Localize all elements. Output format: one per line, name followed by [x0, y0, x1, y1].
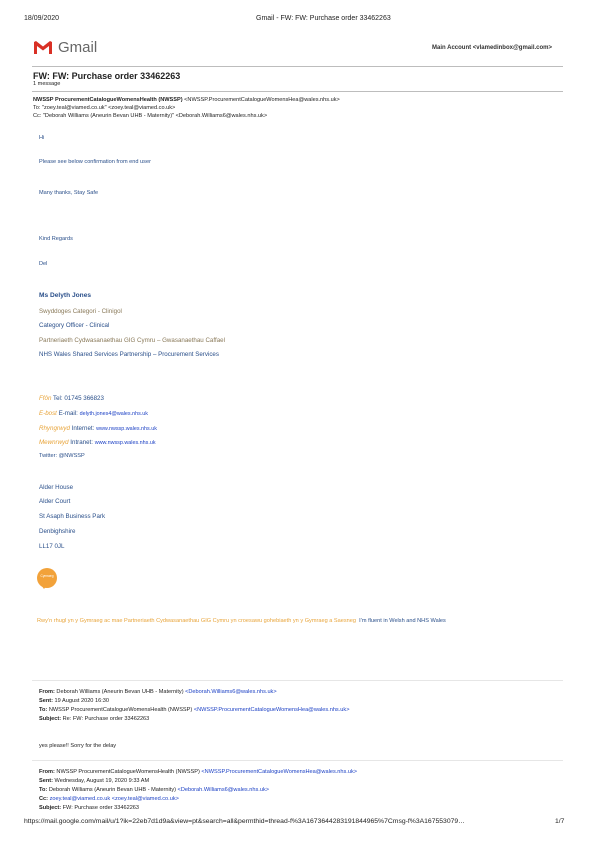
- cc-email-bracket[interactable]: <zoey.teal@viamed.co.uk>: [110, 796, 179, 802]
- divider: [32, 91, 563, 92]
- print-url: https://mail.google.com/mail/u/1?ik=22eb7d1d9a&view=pt&search=all&permthid=thread-f%3A1673644283191844965%7Cmsg-f%3A167553079…: [24, 818, 465, 825]
- badge-text: Cymraeg: [40, 574, 54, 578]
- fwd2-cc: [39, 796, 179, 804]
- greeting: Hi: [39, 135, 45, 141]
- email-welsh-label: E-bost: [39, 410, 57, 417]
- cc-email-link[interactable]: zoey.teal@viamed.co.uk: [49, 796, 111, 802]
- signature-intranet: [39, 439, 156, 446]
- address-line: Alder House: [39, 484, 74, 491]
- to-label: To:: [39, 787, 48, 793]
- print-title: Gmail - FW: FW: Purchase order 33462263: [256, 15, 391, 22]
- account-label: Main Account <vlamedinbox@gmail.com>: [432, 45, 552, 51]
- address-line: Denbighshire: [39, 528, 76, 535]
- subject-label: Subject:: [39, 716, 62, 722]
- address-line: Alder Court: [39, 498, 71, 505]
- sent-value: 19 August 2020 16:30: [52, 698, 109, 704]
- intranet-label: Intranet:: [68, 439, 95, 446]
- internet-welsh-label: Rhyngrwyd: [39, 425, 70, 432]
- from-email-link[interactable]: <NWSSP.ProcurementCatalogueWomensHea@wales.nhs.uk>: [201, 769, 358, 775]
- from-email-link[interactable]: <Deborah.Williams6@wales.nhs.uk>: [185, 689, 277, 695]
- from-label: From:: [39, 769, 55, 775]
- signature-internet: [39, 425, 157, 432]
- to-email-link[interactable]: <Deborah.Williams6@wales.nhs.uk>: [177, 787, 270, 793]
- divider: [32, 66, 563, 67]
- signature-name: Ms Delyth Jones: [39, 292, 92, 299]
- gmail-logo-icon: [33, 40, 53, 55]
- internet-label: Internet:: [69, 425, 97, 432]
- from-name: Deborah Williams (Aneurin Bevan UHB - Maternity): [54, 689, 186, 695]
- sent-label: Sent:: [39, 778, 53, 784]
- subject-value: Re: FW: Purchase order 33462263: [61, 716, 150, 722]
- email-label: E-mail:: [56, 410, 80, 417]
- cc-label: Cc:: [39, 796, 49, 802]
- language-welsh: Rwy’n rhugl yn y Gymraeg ac mae Partneriaeth Cydwasanaethau GIG Cymru yn croesawu gohebiaeth yn y Gymraeg a Saesneg: [37, 618, 356, 624]
- phone-label: Tel:: [51, 395, 65, 402]
- language-statement: [37, 618, 446, 624]
- sent-value: Wednesday, August 19, 2020 9:33 AM: [52, 778, 150, 784]
- signature-org-welsh: Partneriaeth Cydwasanaethau GIG Cymru – Gwasanaethau Caffael: [39, 337, 225, 344]
- message-cc: Cc: "Deborah Williams (Aneurin Bevan UHB - Maternity)" <Deborah.Williams6@wales.nhs.uk>: [33, 113, 268, 119]
- signature-role-english: Category Officer - Clinical: [39, 322, 110, 329]
- fwd1-sent: [39, 698, 109, 706]
- fwd2-sent: [39, 778, 149, 786]
- signature-phone: [39, 395, 104, 402]
- fwd2-to: [39, 787, 269, 795]
- email-link[interactable]: delyth.jones4@wales.nhs.uk: [79, 411, 148, 417]
- fwd1-body: yes please!! Sorry for the delay: [39, 743, 117, 749]
- gmail-logo-text: Gmail: [58, 39, 98, 56]
- page-number: 1/7: [555, 818, 565, 825]
- badge-tail: [41, 585, 47, 589]
- subject-value: FW: Purchase order 33462263: [61, 805, 140, 811]
- sender-email: <NWSSP.ProcurementCatalogueWomensHea@wales.nhs.uk>: [182, 97, 340, 103]
- from-label: From:: [39, 689, 55, 695]
- sender-short-name: Del: [39, 261, 48, 267]
- body-line: Please see below confirmation from end user: [39, 159, 151, 165]
- intranet-link[interactable]: www.nwssp.wales.nhs.uk: [94, 440, 156, 446]
- to-label: To:: [39, 707, 48, 713]
- language-english: I’m fluent in Welsh and NHS Wales: [359, 618, 446, 624]
- fwd1-subject: [39, 716, 149, 724]
- phone-number: 01745 366823: [64, 395, 104, 402]
- from-name: NWSSP ProcurementCatalogueWomensHealth (NWSSP): [54, 769, 202, 775]
- message-count: 1 message: [33, 81, 61, 87]
- fwd1-from: [39, 689, 277, 697]
- fwd2-subject: [39, 805, 139, 813]
- to-name: NWSSP ProcurementCatalogueWomensHealth (NWSSP): [47, 707, 194, 713]
- address-line: St Asaph Business Park: [39, 513, 106, 520]
- sender-name: NWSSP ProcurementCatalogueWomensHealth (NWSSP): [33, 97, 183, 103]
- closing-thanks: Many thanks, Stay Safe: [39, 190, 99, 196]
- to-email-link[interactable]: <NWSSP.ProcurementCatalogueWomensHea@wales.nhs.uk>: [193, 707, 350, 713]
- divider: [32, 680, 563, 681]
- fwd2-from: [39, 769, 357, 777]
- message-to: To: "zoey.teal@viamed.co.uk" <zoey.teal@viamed.co.uk>: [33, 105, 176, 111]
- signature-org-english: NHS Wales Shared Services Partnership – Procurement Services: [39, 351, 219, 358]
- subject-label: Subject:: [39, 805, 62, 811]
- welsh-speaker-badge-icon: [37, 568, 57, 588]
- message-from: [33, 97, 340, 105]
- signature-email: [39, 410, 148, 417]
- divider: [32, 760, 563, 761]
- print-date: 18/09/2020: [24, 15, 60, 22]
- internet-link[interactable]: www.nwssp.wales.nhs.uk: [96, 426, 157, 432]
- phone-welsh-label: Ffôn: [39, 395, 52, 402]
- signature-role-welsh: Swyddoges Categori - Clinigol: [39, 308, 122, 315]
- sent-label: Sent:: [39, 698, 53, 704]
- signature-twitter: Twitter: @NWSSP: [39, 453, 85, 459]
- fwd1-to: [39, 707, 349, 715]
- address-line: LL17 0JL: [39, 543, 65, 550]
- closing-regards: Kind Regards: [39, 236, 73, 242]
- intranet-welsh-label: Mewnrwyd: [39, 439, 69, 446]
- to-name: Deborah Williams (Aneurin Bevan UHB - Maternity): [47, 787, 178, 793]
- thread-subject: FW: FW: Purchase order 33462263: [33, 71, 181, 81]
